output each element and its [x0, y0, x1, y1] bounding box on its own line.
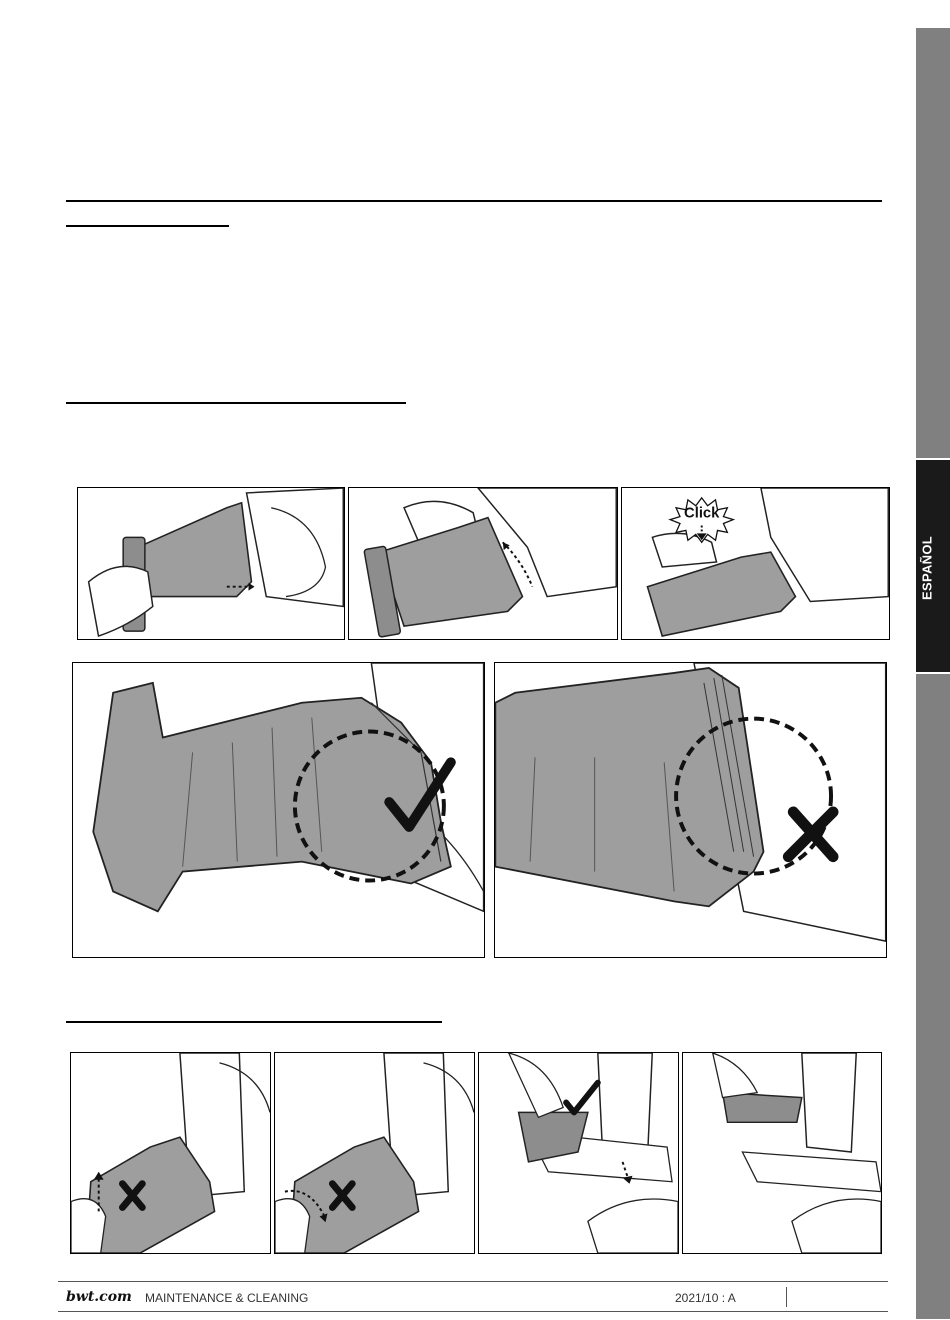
incorrect-fit-illustration: [495, 663, 886, 957]
removal-correct-illustration: [479, 1053, 678, 1253]
removal-complete-illustration: [683, 1053, 881, 1253]
language-label: ESPAÑOL: [919, 536, 935, 600]
click-nozzle-illustration: [622, 488, 889, 639]
detail-panel-correct: [72, 662, 485, 958]
footer-version: 2021/10 : A: [675, 1291, 736, 1305]
check-icon: [566, 1083, 598, 1113]
removal-panel-1: [70, 1052, 271, 1254]
brand-logo: bwt.com: [66, 1289, 132, 1305]
click-label: Click: [684, 505, 720, 522]
removal-wrong-1-illustration: [71, 1053, 270, 1253]
removal-panel-3: [478, 1052, 679, 1254]
footer-rule-top: [58, 1281, 888, 1282]
press-nozzle-illustration: [349, 488, 617, 639]
insert-nozzle-illustration: [78, 488, 344, 639]
heading-underline-2: [66, 402, 406, 404]
footer-section: MAINTENANCE & CLEANING: [145, 1291, 309, 1305]
heading-underline-3: [66, 1021, 442, 1023]
step-panel-insert-1: [77, 487, 345, 640]
removal-wrong-2-illustration: [275, 1053, 474, 1253]
side-tab-upper: [916, 28, 950, 458]
footer-rule-bottom: [58, 1311, 888, 1312]
removal-panel-2: [274, 1052, 475, 1254]
section-rule-full: [66, 200, 882, 202]
step-panel-click: [621, 487, 890, 640]
side-tab-lower: [916, 674, 950, 1319]
removal-panel-4: [682, 1052, 882, 1254]
heading-underline-1: [66, 225, 229, 227]
step-panel-insert-2: [348, 487, 618, 640]
footer-separator: [786, 1287, 787, 1307]
correct-fit-illustration: [73, 663, 484, 957]
detail-panel-incorrect: [494, 662, 887, 958]
